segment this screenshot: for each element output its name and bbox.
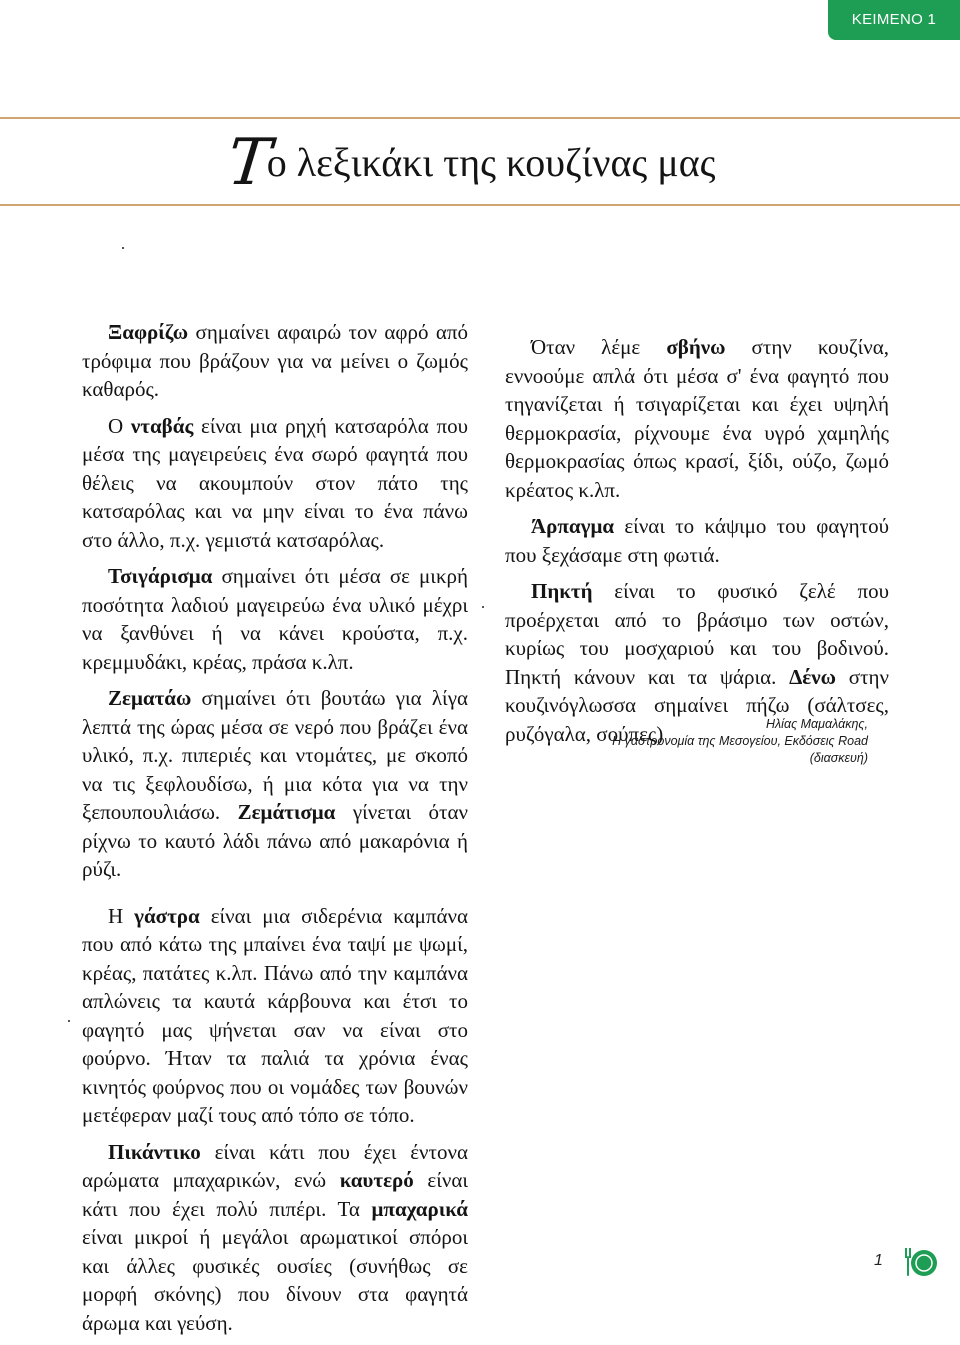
definition-text: είναι μια ρηχή κατσαρόλα που μέσα της μαγειρεύεις ένα σωρό φαγητά που θέλεις να ακουμπούν στον πάτο της κατσαρόλας και να μην είναι το ένα πάνω στο άλλο, π.χ. γεμιστά κατσαρόλας. — [82, 413, 468, 552]
term-tsigarisma: Τσιγάρισμα — [108, 564, 213, 588]
left-text-column — [82, 318, 468, 1345]
scan-speck — [482, 606, 484, 608]
title-bottom-rule — [0, 204, 960, 206]
entry-pikantiko — [82, 1138, 468, 1338]
term-pikantiko: Πικάντικο — [108, 1139, 201, 1164]
definition-text: είναι το φυσικό ζελέ που προέρχεται από το βράσιμο των οστών, κυρίως του μοσχαριού και του βοδινού. Πηκτή κάνουν και τα ψάρια. — [505, 579, 889, 689]
page-number: 1 — [874, 1252, 883, 1269]
right-text-column — [505, 333, 889, 756]
definition-text: γίνεται όταν ρίχνω το καυτό λάδι πάνω από μακαρόνια ή ρύζι. — [82, 800, 468, 881]
attribution-note: (διασκευή) — [809, 751, 868, 765]
attribution-author: Ηλίας Μαμαλάκης, — [765, 717, 868, 731]
definition-prefix: Η — [108, 903, 135, 928]
definition-text: είναι μικροί ή μεγάλοι αρωματικοί σπόροι και άλλες φυσικές ουσίες (συνήθως σε μορφή σκόνης) που δίνουν στα φαγητά άρωμα και γεύση. — [82, 1225, 468, 1335]
page-title — [224, 126, 716, 200]
entry-xafrizo — [82, 318, 468, 404]
definition-text: σημαίνει ότι μέσα σε μικρή ποσότητα λαδιού μαγειρεύω ένα υλικό μέχρι να ξανθύνει ή να κάνει κρούστα, π.χ. κρεμμυδάκι, κρέας, πράσα κ.λπ. — [82, 564, 468, 674]
term-kautero: καυτερό — [339, 1168, 414, 1192]
attribution-source: Η γαστρονομία της Μεσογείου, Εκδόσεις Road — [612, 734, 868, 748]
title-text: ο λεξικάκι της κουζίνας μας — [266, 140, 716, 185]
term-pikti: Πηκτή — [531, 579, 593, 603]
definition-text: είναι το κάψιμο του φαγητού που ξεχάσαμε στη φωτιά. — [505, 514, 889, 567]
source-attribution — [548, 716, 868, 767]
definition-text: στην κουζίνα, εννοούμε απλά ότι μέσα σ' ένα φαγητό που τηγανίζεται ή τσιγαρίζεται και έχει υψηλή θερμοκρασία, ρίχνουμε ένα υγρό χαμηλής θερμοκρασίας όπως κρασί, ξίδι, ούζο, ζωμό κρέατος κ.λπ. — [505, 335, 889, 502]
entry-tsigarisma — [82, 562, 468, 676]
section-badge: ΚΕΙΜΕΝΟ 1 — [828, 0, 960, 40]
definition-text: είναι μια σιδερένια καμπάνα που από κάτω της μπαίνει ένα ταψί με ψωμί, κρέας, πατάτες κ.λπ. Πάνω από την καμπάνα απλώνεις τα καυτά κάρβουνα και έτσι το φαγητό μας ψήνεται σαν να είναι στο φούρνο. Ήταν τα παλιά τα χρόνια ένας κινητός φούρνος που οι νομάδες των βουνών μετέφεραν μαζί τους από τόπο σε τόπο. — [82, 903, 468, 1127]
term-xafrizo: Ξαφρίζω — [108, 320, 189, 344]
term-svino: σβήνω — [666, 335, 726, 359]
entry-svino — [505, 333, 889, 504]
term-ntavas: νταβάς — [130, 413, 194, 438]
title-initial: Τ — [224, 126, 275, 200]
term-zematao: Ζεματάω — [108, 686, 192, 710]
entry-arpagma — [505, 512, 889, 569]
definition-text: στην κουζινόγλωσσα σημαίνει πήζω (σάλτσες, ρυζόγαλα, σούπες) — [505, 664, 889, 746]
definition-prefix: Ο — [108, 413, 131, 438]
scan-speck — [122, 247, 124, 249]
entry-gastra — [82, 902, 468, 1130]
definition-text: σημαίνει ότι βουτάω για λίγα λεπτά της ώρας μέσα σε νερό που βράζει ένα υλικό, π.χ. πιπεριές και ντομάτες, με σκοπό να τις ξεφλουδίσω, ή μια κότα για να την ξεπουπουλιάσω. — [82, 686, 468, 824]
definition-text: σημαίνει αφαιρώ τον αφρό από τρόφιμα που βράζουν για να μείνει ο ζωμός καθαρός. — [82, 320, 468, 401]
term-deno: Δένω — [789, 664, 837, 689]
scan-speck — [68, 1020, 70, 1022]
entry-ntavas — [82, 412, 468, 555]
term-zematisma: Ζεμάτισμα — [237, 800, 336, 824]
entry-zematao — [82, 684, 468, 884]
definition-text: είναι κάτι που έχει πολύ πιπέρι. Τα — [82, 1168, 468, 1221]
term-gastra: γάστρα — [134, 903, 200, 928]
title-top-rule — [0, 117, 960, 119]
definition-text: είναι κάτι που έχει έντονα αρώματα μπαχαρικών, ενώ — [82, 1139, 468, 1192]
plate-cutlery-icon — [896, 1244, 940, 1280]
term-mpaxarika: μπαχαρικά — [371, 1196, 468, 1221]
definition-prefix: Όταν λέμε — [531, 335, 667, 359]
term-arpagma: Άρπαγμα — [531, 514, 615, 538]
